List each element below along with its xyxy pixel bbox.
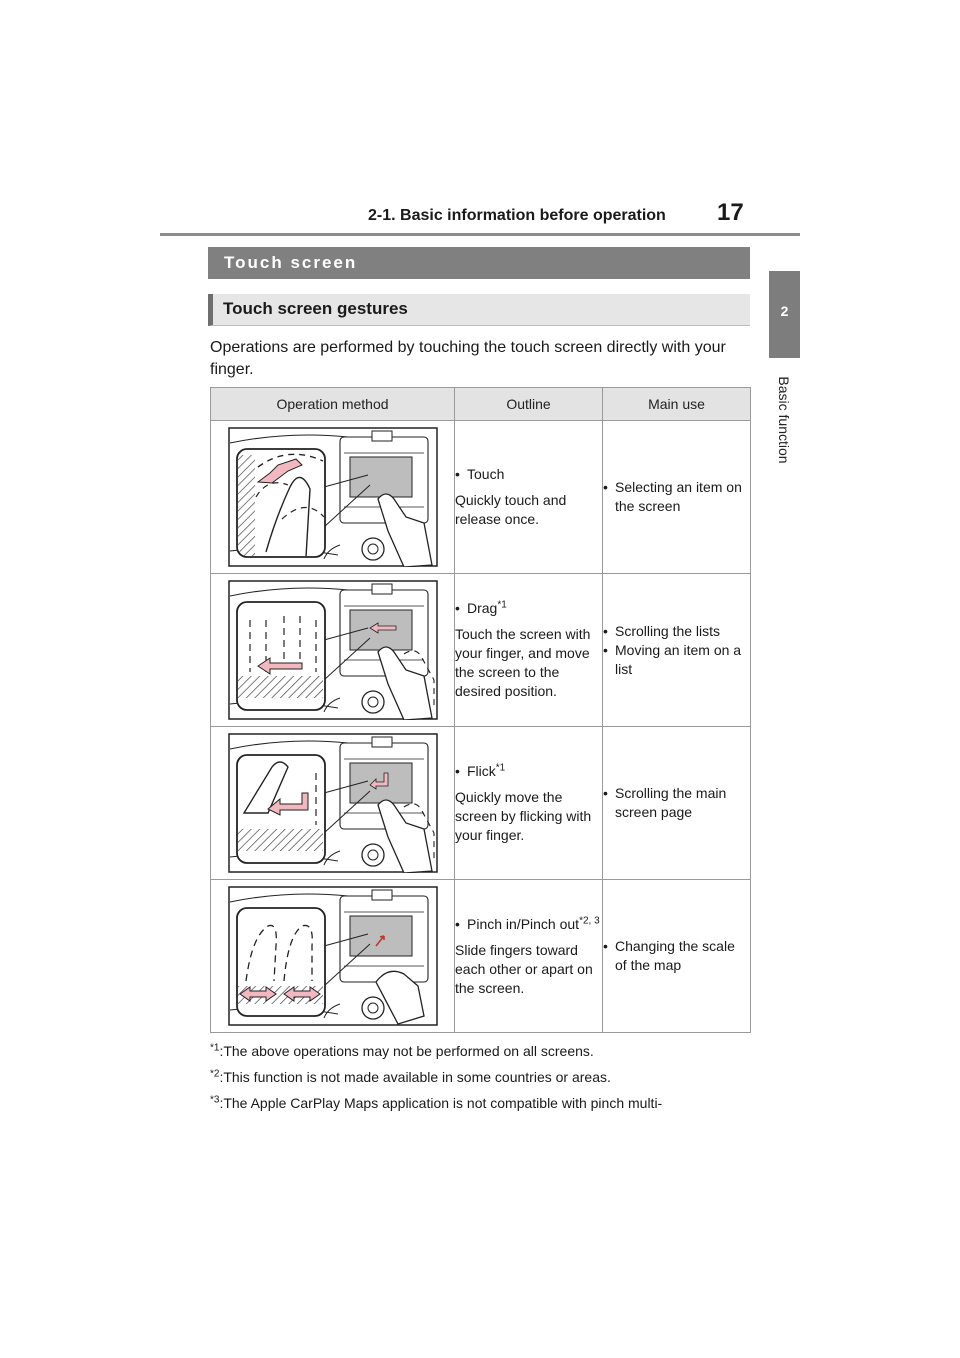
gesture-name: • Drag$^{*1}$ xyxy=(455,599,507,616)
page-number: 17 xyxy=(717,199,744,226)
intro-text: Operations are performed by touching the touch screen directly with your finger. xyxy=(210,339,726,378)
gesture-footnote-ref: *2, 3 xyxy=(579,914,600,926)
operation-method-cell xyxy=(211,421,455,574)
side-tab-label: Basic function xyxy=(776,376,792,464)
main-use-item: • Changing the scale of the map xyxy=(603,938,735,973)
main-use-item: • Scrolling the main screen page xyxy=(603,785,727,820)
operation-method-cell xyxy=(211,880,455,1033)
header-rule xyxy=(160,233,800,236)
table-row xyxy=(211,880,751,1033)
footnote xyxy=(210,1038,770,1064)
footnote-text: :The Apple CarPlay Maps application is not compatible with pinch multi- xyxy=(219,1095,663,1111)
outline-cell xyxy=(455,727,603,880)
main-use-cell xyxy=(603,574,751,727)
footnote-mark: *1 xyxy=(210,1042,220,1054)
footnote-text: :The above operations may not be performed on all screens. xyxy=(219,1043,594,1059)
main-use-item: • Moving an item on a list xyxy=(603,641,742,677)
gestures-table xyxy=(210,387,751,1033)
main-use-cell xyxy=(603,880,751,1033)
gesture-description: Quickly touch and release once. xyxy=(455,492,567,527)
flick-illustration xyxy=(228,733,438,873)
gesture-description: Quickly move the screen by flicking with your finger. xyxy=(455,788,592,843)
footnote-text: :This function is not made available in some countries or areas. xyxy=(219,1069,611,1085)
subsection-title: Touch screen gestures xyxy=(208,294,750,326)
table-header-row xyxy=(211,388,751,421)
main-use-item: • Selecting an item on the screen xyxy=(603,479,742,514)
outline-cell xyxy=(455,421,603,574)
pinch-illustration xyxy=(228,886,438,1026)
gesture-name: • Pinch in/Pinch out$^{*2, 3}$ xyxy=(455,914,600,932)
gesture-footnote-ref: *1 xyxy=(495,761,506,773)
touch-illustration xyxy=(228,427,438,567)
header-title: 2-1. Basic information before operation xyxy=(368,207,666,224)
gesture-description: Slide fingers toward each other or apart on the screen. xyxy=(455,941,593,996)
footnotes xyxy=(210,1038,770,1116)
drag-illustration xyxy=(228,580,438,720)
gesture-name: • Flick$^{*1}$ xyxy=(455,761,506,779)
outline-cell xyxy=(455,574,603,727)
footnote xyxy=(210,1090,770,1116)
side-tab-number: 2 xyxy=(780,303,789,319)
main-use-item: • Scrolling the lists xyxy=(603,622,721,639)
operation-method-cell xyxy=(211,727,455,880)
table-row xyxy=(211,574,751,727)
operation-method-cell xyxy=(211,574,455,727)
header-main-use: Main use xyxy=(603,388,751,421)
outline-cell xyxy=(455,880,603,1033)
footnote xyxy=(210,1064,770,1090)
table-row xyxy=(211,421,751,574)
footnote-mark: *3 xyxy=(210,1094,220,1106)
header-operation-method: Operation method xyxy=(211,388,455,421)
section-title: Touch screen xyxy=(208,247,750,279)
side-tab xyxy=(769,271,800,358)
gesture-footnote-ref: *1 xyxy=(497,599,507,611)
gesture-name: • Touch xyxy=(455,466,505,482)
footnote-mark: *2 xyxy=(210,1068,220,1080)
main-use-cell xyxy=(603,421,751,574)
gesture-description: Touch the screen with your finger, and move the screen to the desired position. xyxy=(455,626,591,699)
header-outline: Outline xyxy=(455,388,603,421)
main-use-cell xyxy=(603,727,751,880)
table-row xyxy=(211,727,751,880)
